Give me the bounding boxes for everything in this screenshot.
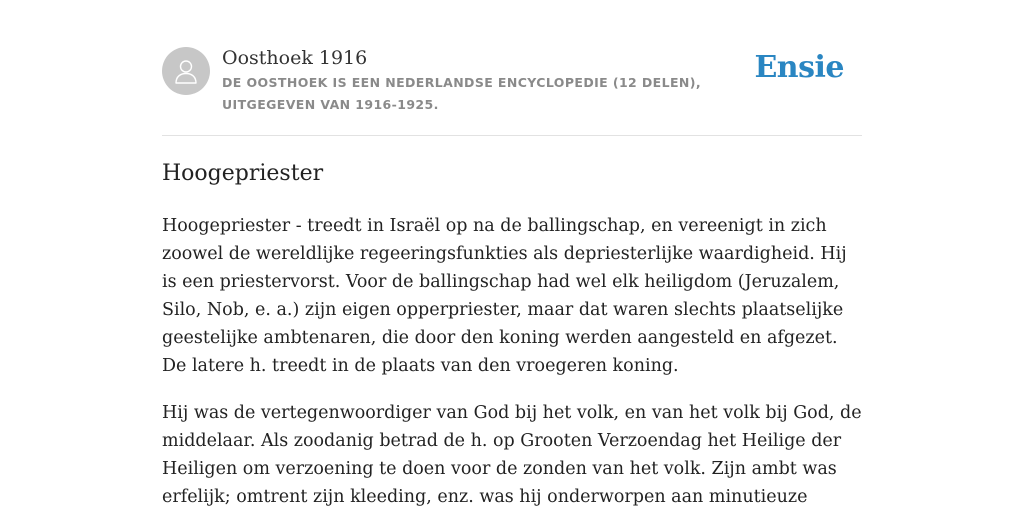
source-name[interactable]: Oosthoek 1916 (222, 47, 368, 69)
article-title: Hoogepriester (162, 161, 324, 186)
user-icon (171, 56, 201, 86)
source-header (162, 45, 862, 135)
avatar[interactable] (162, 47, 210, 95)
article-paragraph: Hoogepriester - treedt in Israël op na de ballingschap, en vereenigt in zich zoowel de wereldlijke regeeringsfunkties als depriesterlijke waardigheid. Hij is een priestervorst. Voor de ballingschap had wel elk heiligdom (Jeruzalem, Silo, Nob, e. a.) zijn eigen opperpriester, maar dat waren slechts plaatselijke geestelijke ambtenaren, die door den koning werden aangesteld en afgezet. De latere h. treedt in de plaats van den vroegeren koning. (162, 216, 847, 376)
ensie-logo-link[interactable]: Ensie (754, 50, 844, 85)
source-description: DE OOSTHOEK IS EEN NEDERLANDSE ENCYCLOPEDIE (12 DELEN), UITGEGEVEN VAN 1916-1925. (222, 75, 702, 112)
header-divider (162, 135, 862, 136)
article-body (162, 212, 862, 512)
article-paragraph: Hij was de vertegenwoordiger van God bij het volk, en van het volk bij God, de middelaar. Als zoodanig betrad de h. op Grooten Verzoendag het Heilige der Heiligen om verzoening te doen voor de zonden van het volk. Zijn ambt was erfelijk; omtrent zijn kleeding, enz. was hij onderworpen aan minutieuze (162, 403, 862, 507)
